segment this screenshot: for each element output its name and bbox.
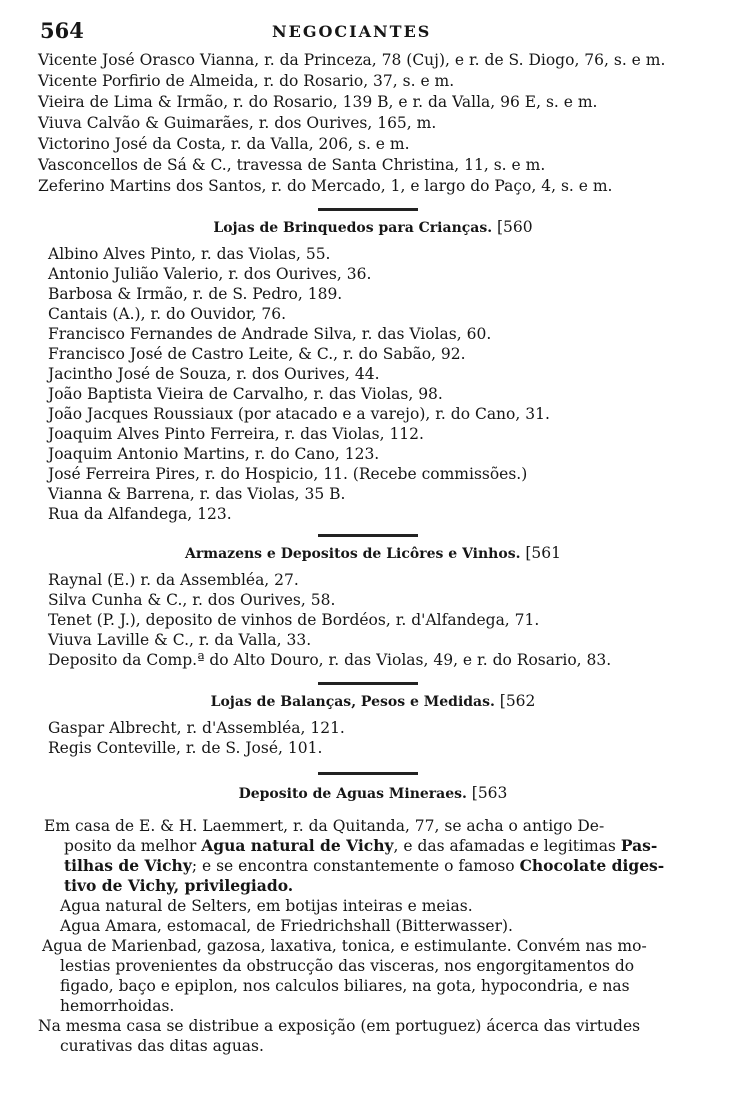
list-item: Vicente Porfirio de Almeida, r. do Rosario, 37, s. e m. bbox=[38, 72, 455, 90]
list-item: Regis Conteville, r. de S. José, 101. bbox=[48, 739, 323, 757]
paragraph-line: hemorrhoidas. bbox=[60, 997, 175, 1015]
section-number: [560 bbox=[496, 218, 533, 236]
list-item: João Jacques Roussiaux (por atacado e a varejo), r. do Cano, 31. bbox=[48, 405, 550, 423]
list-item: Deposito da Comp.ª do Alto Douro, r. das Violas, 49, e r. do Rosario, 83. bbox=[48, 651, 612, 669]
section-title: Armazens e Depositos de Licôres e Vinhos. bbox=[185, 546, 521, 562]
list-item: Zeferino Martins dos Santos, r. do Mercado, 1, e largo do Paço, 4, s. e m. bbox=[38, 177, 613, 195]
paragraph-line: Agua natural de Selters, em botijas inteiras e meias. bbox=[60, 897, 473, 915]
list-item: Joaquim Antonio Martins, r. do Cano, 123. bbox=[48, 445, 380, 463]
list-item: Vianna & Barrena, r. das Violas, 35 B. bbox=[48, 485, 346, 503]
list-item: Gaspar Albrecht, r. d'Assembléa, 121. bbox=[48, 719, 345, 737]
list-item: Cantais (A.), r. do Ouvidor, 76. bbox=[48, 305, 287, 323]
list-item: Victorino José da Costa, r. da Valla, 206, s. e m. bbox=[38, 135, 410, 153]
section-divider bbox=[318, 682, 418, 685]
paragraph-line: Agua de Marienbad, gazosa, laxativa, tonica, e estimulante. Convém nas mo- bbox=[42, 937, 647, 955]
list-item: Jacintho José de Souza, r. dos Ourives, 44. bbox=[48, 365, 380, 383]
section-divider bbox=[318, 208, 418, 211]
paragraph-line: Agua Amara, estomacal, de Friedrichshall (Bitterwasser). bbox=[60, 917, 513, 935]
paragraph-line: figado, baço e epiplon, nos calculos biliares, na gota, hypocondria, e nas bbox=[60, 977, 630, 995]
section-heading-560 bbox=[0, 218, 746, 236]
list-item: Francisco José de Castro Leite, & C., r. do Sabão, 92. bbox=[48, 345, 466, 363]
list-item: Raynal (E.) r. da Assembléa, 27. bbox=[48, 571, 299, 589]
list-item: Francisco Fernandes de Andrade Silva, r. das Violas, 60. bbox=[48, 325, 492, 343]
list-item: Joaquim Alves Pinto Ferreira, r. das Violas, 112. bbox=[48, 425, 424, 443]
section-number: [563 bbox=[471, 784, 508, 802]
page-header bbox=[40, 18, 720, 44]
section-divider bbox=[318, 772, 418, 775]
list-item: Albino Alves Pinto, r. das Violas, 55. bbox=[48, 245, 331, 263]
list-item: Tenet (P. J.), deposito de vinhos de Bordéos, r. d'Alfandega, 71. bbox=[48, 611, 540, 629]
list-item: Silva Cunha & C., r. dos Ourives, 58. bbox=[48, 591, 336, 609]
list-item: Viuva Calvão & Guimarães, r. dos Ourives, 165, m. bbox=[38, 114, 437, 132]
paragraph-line: Na mesma casa se distribue a exposição (em portuguez) ácerca das virtudes bbox=[38, 1017, 641, 1035]
section-number: [561 bbox=[525, 544, 561, 562]
paragraph-line: posito da melhor Agua natural de Vichy, e das afamadas e legitimas Pas- bbox=[64, 836, 658, 855]
list-item: Barbosa & Irmão, r. de S. Pedro, 189. bbox=[48, 285, 343, 303]
list-item: Antonio Julião Valerio, r. dos Ourives, 36. bbox=[48, 265, 372, 283]
paragraph-line: tilhas de Vichy; e se encontra constantemente o famoso Chocolate diges- bbox=[64, 856, 665, 875]
section-heading-561 bbox=[0, 544, 746, 562]
paragraph-line: Em casa de E. & H. Laemmert, r. da Quitanda, 77, se acha o antigo De- bbox=[44, 817, 605, 835]
section-title: Lojas de Brinquedos para Crianças. bbox=[213, 220, 493, 236]
list-item: José Ferreira Pires, r. do Hospicio, 11. (Recebe commissões.) bbox=[48, 465, 528, 483]
paragraph-line: lestias provenientes da obstrucção das visceras, nos engorgitamentos do bbox=[60, 957, 635, 975]
section-heading-562 bbox=[0, 692, 746, 710]
list-item: Vicente José Orasco Vianna, r. da Princeza, 78 (Cuj), e r. de S. Diogo, 76, s. e m. bbox=[38, 51, 666, 69]
section-heading-563 bbox=[0, 784, 746, 802]
running-head: NEGOCIANTES bbox=[272, 22, 432, 41]
paragraph-line: tivo de Vichy, privilegiado. bbox=[64, 876, 294, 895]
list-item: Vasconcellos de Sá & C., travessa de Santa Christina, 11, s. e m. bbox=[38, 156, 546, 174]
list-item: Vieira de Lima & Irmão, r. do Rosario, 139 B, e r. da Valla, 96 E, s. e m. bbox=[38, 93, 598, 111]
section-title: Deposito de Aguas Mineraes. bbox=[238, 786, 467, 802]
list-item: João Baptista Vieira de Carvalho, r. das Violas, 98. bbox=[48, 385, 443, 403]
section-divider bbox=[318, 534, 418, 537]
page-number: 564 bbox=[40, 18, 84, 43]
section-title: Lojas de Balanças, Pesos e Medidas. bbox=[210, 694, 495, 710]
paragraph-line: curativas das ditas aguas. bbox=[60, 1037, 264, 1055]
section-number: [562 bbox=[499, 692, 536, 710]
list-item: Rua da Alfandega, 123. bbox=[48, 505, 232, 523]
list-item: Viuva Laville & C., r. da Valla, 33. bbox=[48, 631, 312, 649]
